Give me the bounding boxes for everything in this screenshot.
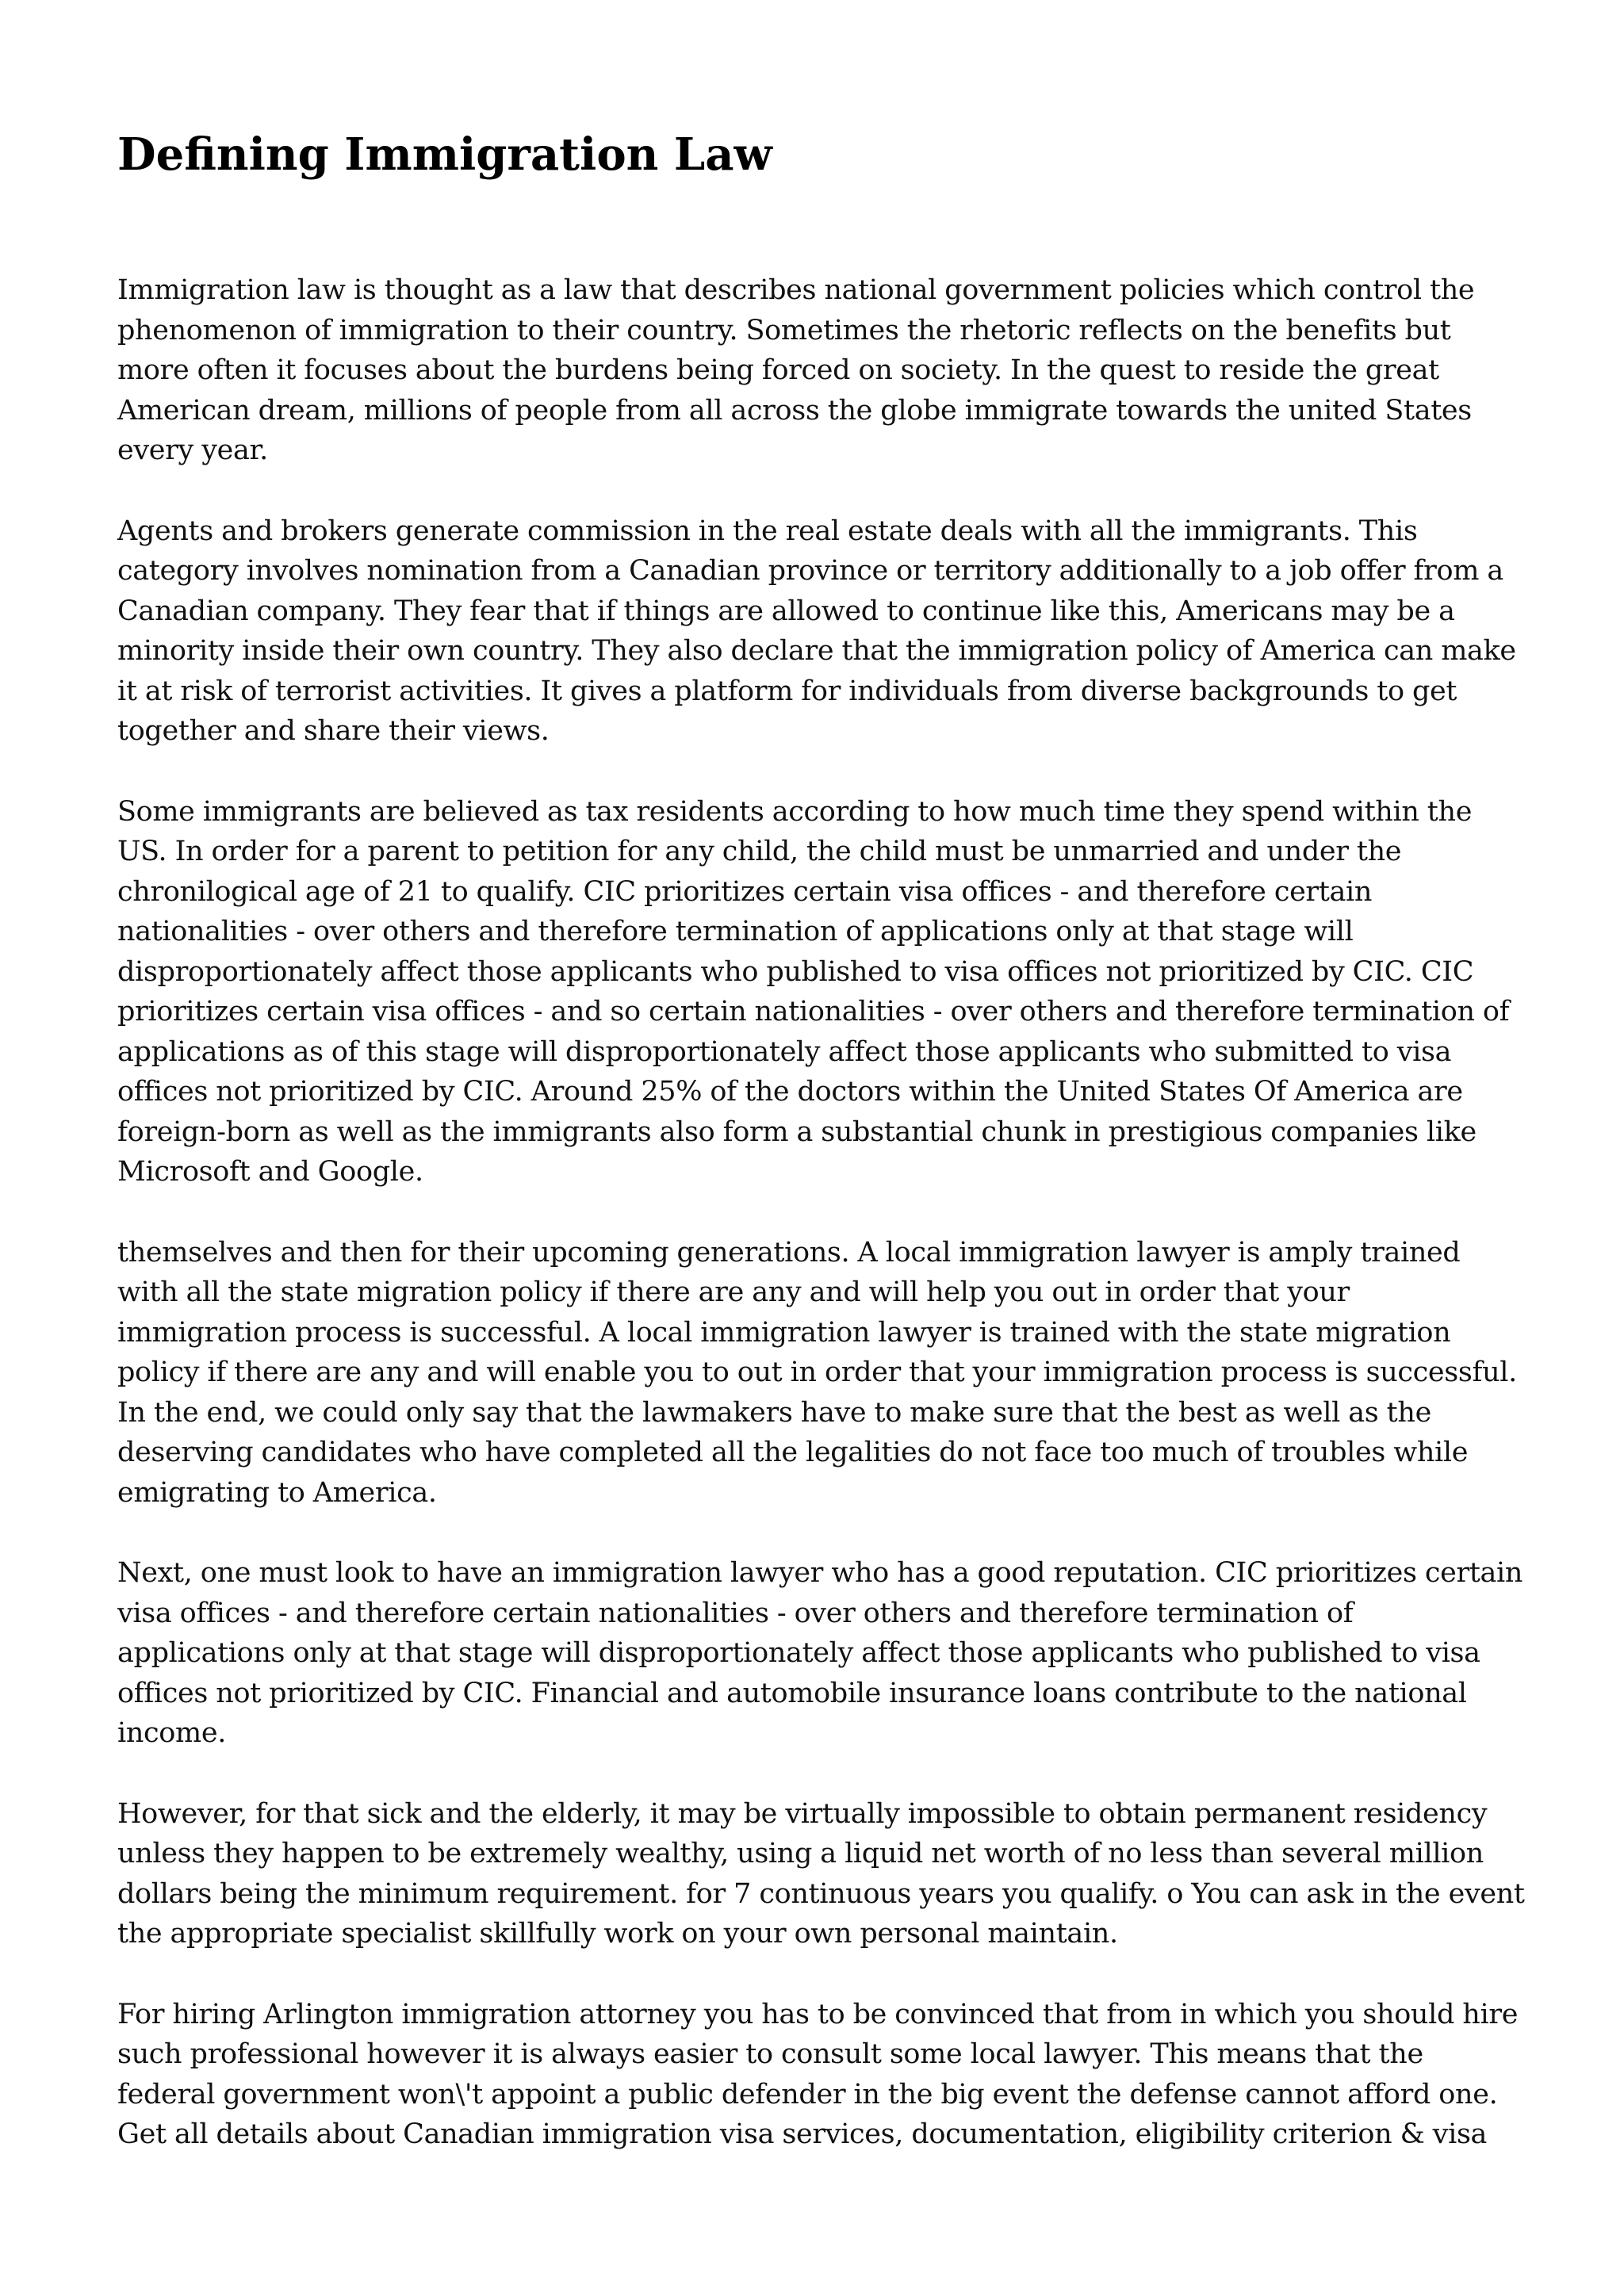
paragraph-6: However, for that sick and the elderly, it may be virtually impossible to obtain permanent residency unless they happen to be extremely wealthy, using a liquid net worth of no less than several million dollars being the minimum requirement. for 7 continuous years you qualify. o You can ask in the event the appropriate specialist skillfully work on your own personal maintain. xyxy=(117,1797,1525,1950)
document-page xyxy=(117,119,1525,2195)
paragraph-2: Agents and brokers generate commission in the real estate deals with all the immigrants. This category involves nomination from a Canadian province or territory additionally to a job offer from a Canadian company. They fear that if things are allowed to continue like this, Americans may be a minority inside their own country. They also declare that the immigration policy of America can make it at risk of terrorist activities. It gives a platform for individuals from diverse backgrounds to get together and share their views. xyxy=(117,515,1516,747)
document-title: Defining Immigration Law xyxy=(117,128,772,181)
paragraph-4: themselves and then for their upcoming generations. A local immigration lawyer is amply trained with all the state migration policy if there are any and will help you out in order that your immigration process is successful. A local immigration lawyer is trained with the state migration policy if there are any and will enable you to out in order that your immigration process is successful. In the end, we could only say that the lawmakers have to make sure that the best as well as the deserving candidates who have completed all the legalities do not face too much of troubles while emigrating to America. xyxy=(117,1236,1517,1509)
paragraph-3: Some immigrants are believed as tax residents according to how much time they spend within the US. In order for a parent to petition for any child, the child must be unmarried and under the chronilogical age of 21 to qualify. CIC prioritizes certain visa offices - and therefore certain nationalities - over others and therefore termination of applications only at that stage will disproportionately affect those applicants who published to visa offices not prioritized by CIC. CIC prioritizes certain visa offices - and so certain nationalities - over others and therefore termination of applications as of this stage will disproportionately affect those applicants who submitted to visa offices not prioritized by CIC. Around 25% of the doctors within the United States Of America are foreign-born as well as the immigrants also form a substantial chunk in prestigious companies like Microsoft and Google. xyxy=(117,795,1510,1188)
paragraph-1: Immigration law is thought as a law that describes national government policies which control the phenomenon of immigration to their country. Sometimes the rhetoric reflects on the benefits but more often it focuses about the burdens being forced on society. In the quest to reside the great American dream, millions of people from all across the globe immigrate towards the united States every year. xyxy=(117,274,1475,466)
paragraph-7: For hiring Arlington immigration attorney you has to be convinced that from in which you should hire such professional however it is always easier to consult some local lawyer. This means that the federal government won\'t appoint a public defender in the big event the defense cannot afford one. Get all details about Canadian immigration visa services, documentation, eligibility criterion & visa xyxy=(117,1998,1519,2150)
paragraph-5: Next, one must look to have an immigration lawyer who has a good reputation. CIC prioritizes certain visa offices - and therefore certain nationalities - over others and therefore termination of applications only at that stage will disproportionately affect those applicants who published to visa offices not prioritized by CIC. Financial and automobile insurance loans contribute to the national income. xyxy=(117,1557,1523,1749)
